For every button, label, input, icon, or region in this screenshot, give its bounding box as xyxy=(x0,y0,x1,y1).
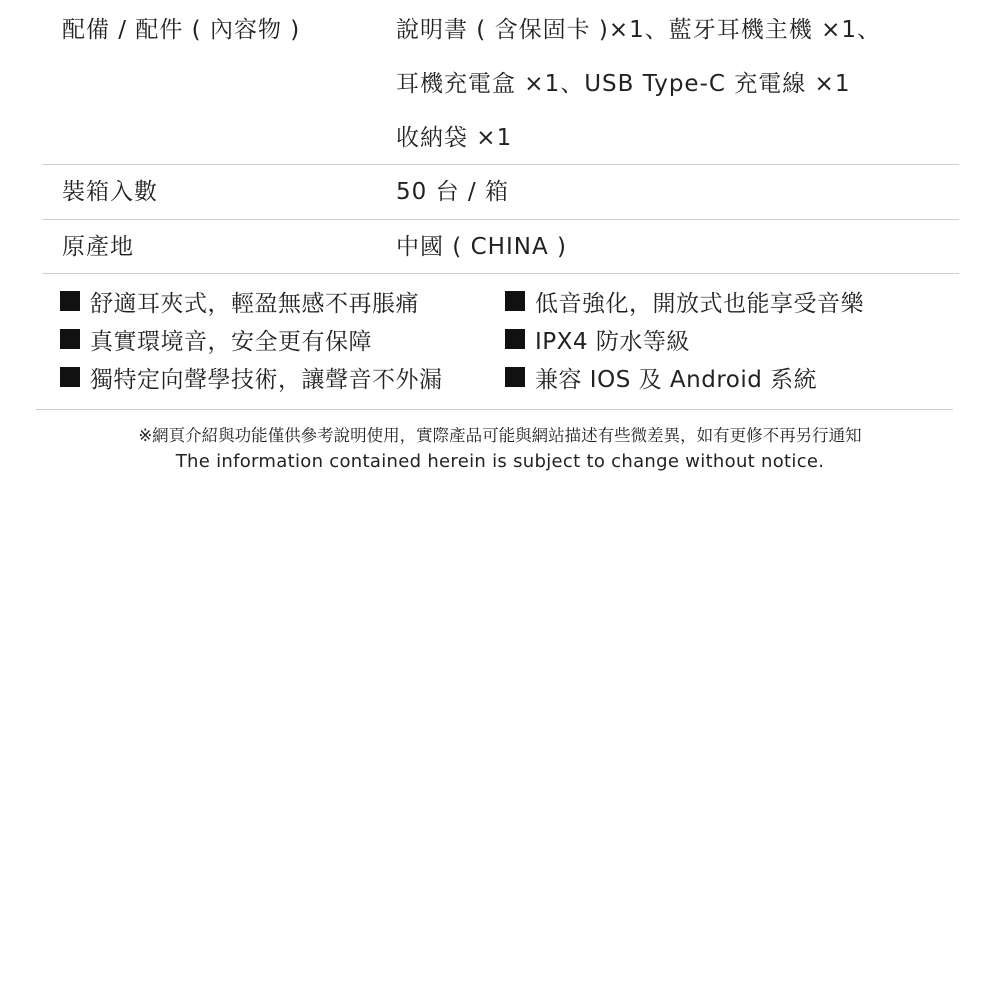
spec-row-contents xyxy=(42,0,959,165)
spec-row-origin xyxy=(42,220,959,274)
disclaimer xyxy=(0,423,1000,475)
feature-item xyxy=(505,282,864,320)
spec-label-carton-quantity: 裝箱入數 xyxy=(62,179,158,205)
spec-value-carton-quantity: 50 台 / 箱 xyxy=(396,179,509,205)
feature-item xyxy=(60,358,443,396)
spec-label-contents: 配備 / 配件 ( 內容物 ) xyxy=(62,17,301,43)
feature-item xyxy=(60,320,443,358)
feature-item xyxy=(505,320,864,358)
feature-text: 真實環境音，安全更有保障 xyxy=(90,328,372,355)
contents-line: 耳機充電盒 ×1、USB Type-C 充電線 ×1 xyxy=(396,71,851,97)
spec-table xyxy=(42,0,959,274)
square-bullet-icon xyxy=(505,367,525,387)
feature-text: 兼容 IOS 及 Android 系統 xyxy=(535,366,818,393)
feature-item xyxy=(60,282,443,320)
square-bullet-icon xyxy=(60,329,80,349)
spec-value-contents xyxy=(396,0,959,164)
square-bullet-icon xyxy=(60,367,80,387)
square-bullet-icon xyxy=(505,329,525,349)
section-divider xyxy=(36,409,953,410)
feature-item xyxy=(505,358,864,396)
feature-text: 舒適耳夾式，輕盈無感不再脹痛 xyxy=(90,290,419,317)
square-bullet-icon xyxy=(60,291,80,311)
feature-text: IPX4 防水等級 xyxy=(535,328,690,355)
feature-column-left xyxy=(60,282,443,396)
disclaimer-en: The information contained herein is subject to change without notice. xyxy=(175,451,825,472)
feature-column-right xyxy=(505,282,864,396)
contents-line: 說明書 ( 含保固卡 )×1、藍牙耳機主機 ×1、 xyxy=(396,17,881,43)
spec-row-carton-quantity xyxy=(42,165,959,220)
feature-text: 低音強化，開放式也能享受音樂 xyxy=(535,290,864,317)
spec-label-origin: 原產地 xyxy=(62,234,134,260)
feature-text: 獨特定向聲學技術，讓聲音不外漏 xyxy=(90,366,443,393)
disclaimer-zh: ※網頁介紹與功能僅供參考說明使用，實際產品可能與網站描述有些微差異，如有更修不再另行通知 xyxy=(138,426,862,445)
spec-value-origin: 中國 ( CHINA ) xyxy=(396,234,567,260)
square-bullet-icon xyxy=(505,291,525,311)
contents-line: 收納袋 ×1 xyxy=(396,125,513,151)
